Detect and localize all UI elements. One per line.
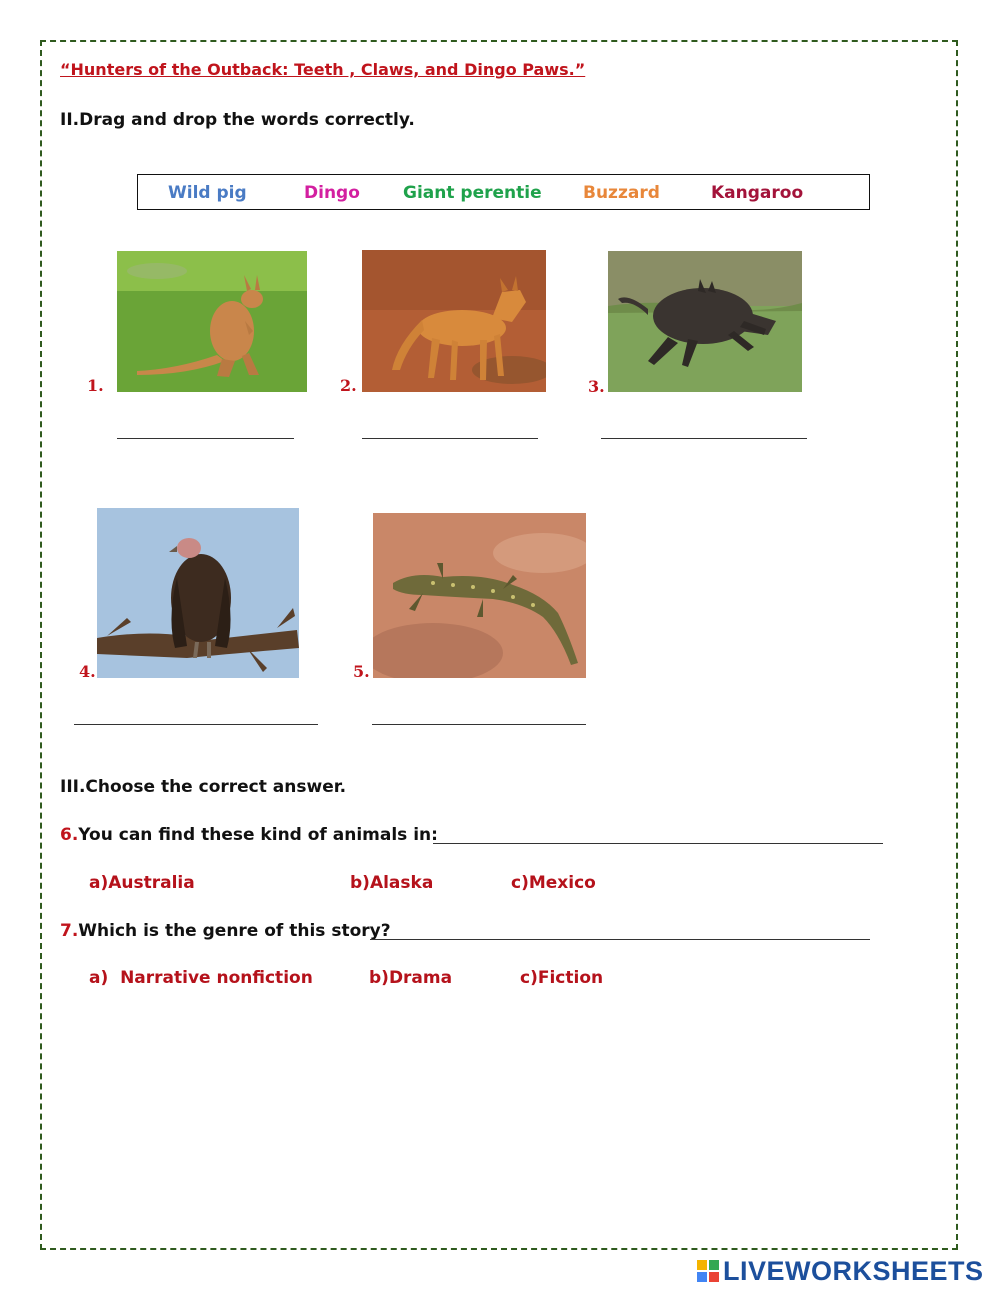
buzzard-photo	[97, 508, 299, 678]
liveworksheets-logo	[697, 1256, 984, 1286]
question-6	[60, 825, 438, 845]
section-3-heading: III.Choose the correct answer.	[60, 777, 347, 797]
answer-line-1[interactable]	[117, 438, 294, 439]
logo-mark-icon	[697, 1260, 719, 1282]
picture-number-4: 4.	[79, 662, 96, 681]
answer-line-4[interactable]	[74, 724, 318, 725]
word-dingo[interactable]: Dingo	[304, 183, 360, 203]
question-7-option-c[interactable]: c)Fiction	[520, 968, 604, 988]
dingo-photo	[362, 250, 546, 392]
question-7-option-a[interactable]: a) Narrative nonfiction	[89, 968, 313, 988]
section-2-heading: II.Drag and drop the words correctly.	[60, 110, 415, 130]
word-kangaroo[interactable]: Kangaroo	[711, 183, 804, 203]
question-6-option-c[interactable]: c)Mexico	[511, 873, 596, 893]
picture-number-3: 3.	[588, 377, 605, 396]
word-bank	[137, 174, 870, 210]
answer-line-2[interactable]	[362, 438, 538, 439]
picture-number-1: 1.	[87, 376, 104, 395]
picture-number-2: 2.	[340, 376, 357, 395]
question-6-text: You can find these kind of animals in:	[78, 825, 438, 845]
picture-number-5: 5.	[353, 662, 370, 681]
kangaroo-photo	[117, 251, 307, 392]
worksheet-title: “Hunters of the Outback: Teeth , Claws, and Dingo Paws.”	[60, 60, 586, 79]
wild-pig-photo	[608, 251, 802, 392]
word-wild-pig[interactable]: Wild pig	[168, 183, 247, 203]
question-6-number: 6.	[60, 825, 79, 845]
question-6-option-a[interactable]: a)Australia	[89, 873, 195, 893]
question-7	[60, 921, 391, 941]
answer-line-3[interactable]	[601, 438, 807, 439]
logo-text: LIVEWORKSHEETS	[723, 1255, 984, 1286]
question-7-answer-line[interactable]	[370, 939, 870, 940]
word-buzzard[interactable]: Buzzard	[583, 183, 660, 203]
answer-line-5[interactable]	[372, 724, 586, 725]
question-7-text: Which is the genre of this story?	[78, 921, 391, 941]
word-giant-perentie[interactable]: Giant perentie	[403, 183, 542, 203]
question-6-answer-line[interactable]	[433, 843, 883, 844]
question-7-number: 7.	[60, 921, 79, 941]
question-6-option-b[interactable]: b)Alaska	[350, 873, 434, 893]
question-7-option-b[interactable]: b)Drama	[369, 968, 453, 988]
giant-perentie-photo	[373, 513, 586, 678]
